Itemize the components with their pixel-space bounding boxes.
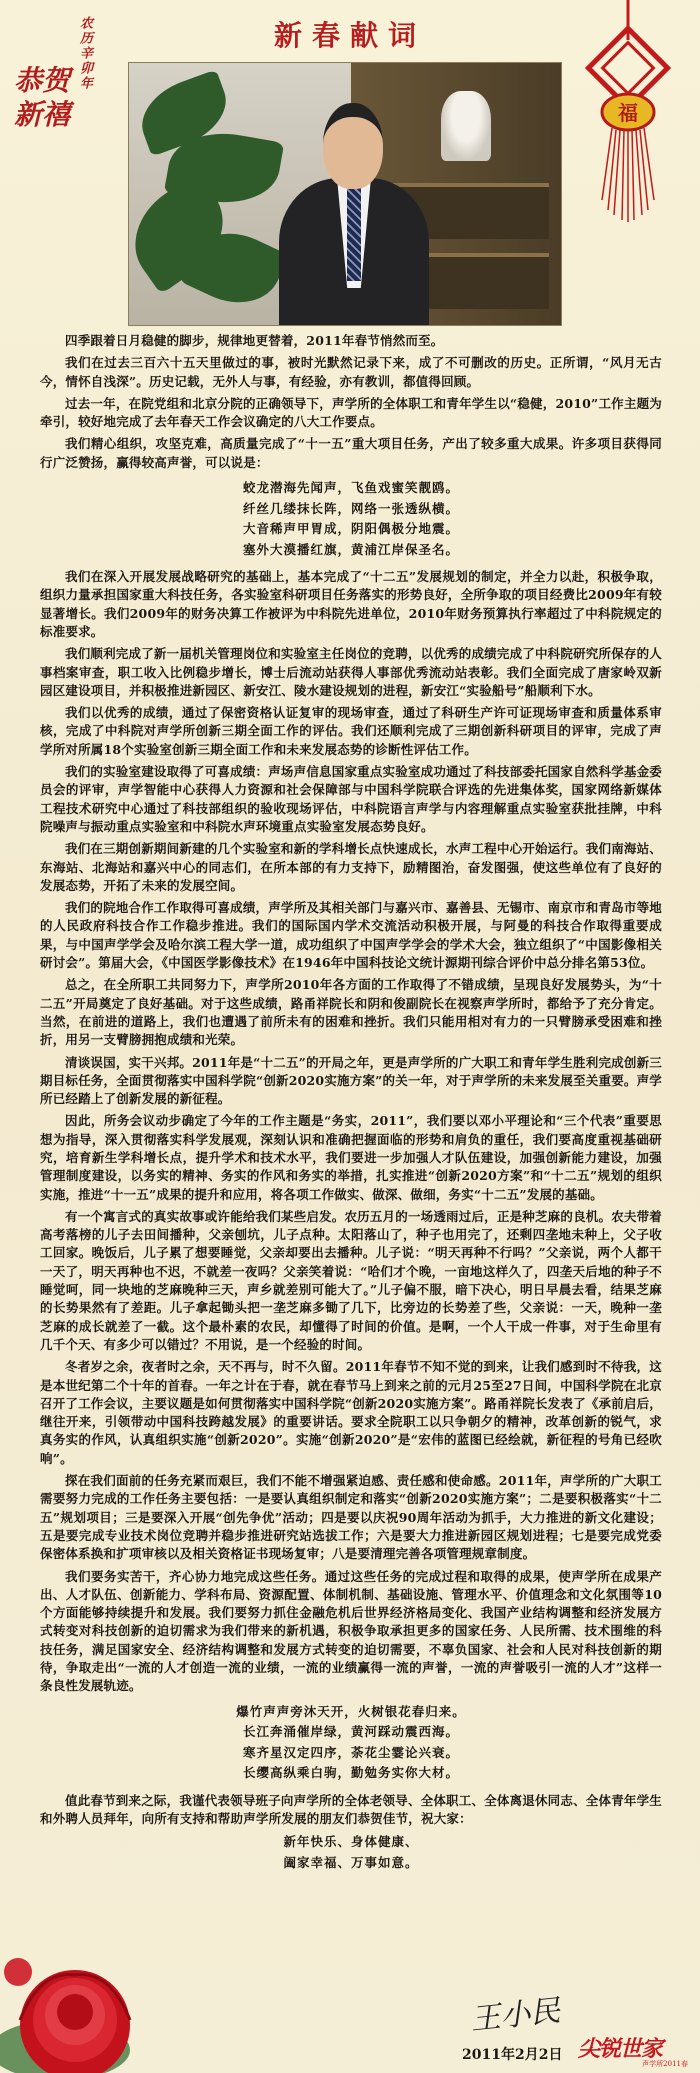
lunar-year-label: 农历辛卯年: [77, 16, 92, 91]
paragraph: 我们在深入开展发展战略研究的基础上，基本完成了“十二五”发展规划的制定，并全力以赴，积极争取，组织力量承担国家重大科技任务，各实验室科研项目任务落实的形势良好，全所争取的项目经费比2009年有较显著增长。我们2009年的财务决算工作被评为中科院先进单位，2010年财务预算执行率超过了中科院规定的标准要求。: [40, 569, 662, 639]
paragraph: 过去一年，在院党组和北京分院的正确领导下，声学所的全体职工和青年学生以“稳健，2010”工作主题为牵引，较好地完成了去年春天工作会议确定的八大工作要点。: [40, 395, 662, 430]
poem-verse: [40, 478, 662, 560]
paragraph: 四季跟着日月稳健的脚步，规律地更替着，2011年春节悄然而至。: [65, 333, 444, 348]
peony-flower-icon: [0, 1860, 200, 2073]
paragraph: 冬者岁之余，夜者时之余，天不再与，时不久留。2011年春节不知不觉的到来，让我们感到时不待我，这是本世纪第二个十年的首春。一年之计在于春，就在春节马上到来之前的元月25至27日间，中国科学院在北京召开了工作会议，主要议题是如何贯彻落实中国科学院“创新2020实施方案”。路甬祥院长发表了《承前启后，继往开来，引领带动中国科技跨越发展》的重要讲话。要求全院职工以只争朝夕的精神，改革创新的锐气，求真务实的作风，认真组织实施“创新2020”。实施“创新2020”是“宏伟的蓝图已经绘就，新征程的号角已经吹响”。: [40, 1359, 662, 1466]
portrait-photo: [128, 62, 562, 326]
knot-character: 福: [618, 101, 638, 125]
person-figure: [279, 103, 429, 326]
greeting-calligraphy: 恭贺新禧: [14, 64, 71, 131]
logo-subtext: 声学所2011春: [642, 2060, 688, 2068]
statue-bust: [441, 91, 491, 161]
paragraph: 我们以优秀的成绩，通过了保密资格认证复审的现场审查，通过了科研生产许可证现场审查和质量体系审核，完成了中科院对声学所创新三期全面工作的评估。我们还顺利完成了三期创新科研项目的评审，完成了声学所对所属18个实验室创新三期全面工作和未来发展态势的诊断性评估工作。: [40, 705, 662, 757]
verse-line: 纤丝几缕抹长阵，网络一张透纵横。: [242, 500, 459, 516]
paragraph: 我们在过去三百六十五天里做过的事，被时光默然记录下来，成了不可删改的历史。正所谓，“风月无古今，情怀自浅深”。历史记载，无外人与事，有经验，亦有教训，都值得回顾。: [40, 355, 662, 389]
letter-date: 2011年2月2日: [462, 2047, 563, 2063]
closing-paragraph: 值此春节到来之际，我谨代表领导班子向声学所的全体老领导、全体职工、全体离退休同志、全体青年学生和外聘人员拜年，向所有支持和帮助声学所发展的朋友们恭贺佳节，祝大家：: [40, 1792, 662, 1826]
page-title: 新春献词: [273, 19, 426, 52]
verse-line: 长缨高纵乘白驹，勤勉务实你大材。: [242, 1765, 459, 1781]
paragraph: 我们在三期创新期间新建的几个实验室和新的学科增长点快速成长，水声工程中心开始运行。我们南海站、东海站、北海站和嘉兴中心的同志们，在所本部的有力支持下，励精图治，奋发图强，使这些单位有了良好的发展态势，开拓了未来的发展空间。: [40, 841, 662, 893]
logo-text: 尖锐世家: [578, 2036, 663, 2062]
paragraph: 清谈误国，实干兴邦。2011年是“十二五”的开局之年，更是声学所的广大职工和青年学生胜利完成创新三期目标任务，全面贯彻落实中国科学院“创新2020实施方案”的关一年，对于声学所的未来发展至关重要。声学所已经踏上了创新发展的新征程。: [40, 1054, 662, 1107]
verse-line: 寒齐星汉定四序，荼花尘霎论兴衰。: [242, 1744, 459, 1760]
paragraph: 我们精心组织，攻坚克难，高质量完成了“十一五”重大项目任务，产出了较多重大成果。许多项目获得同行广泛赞扬，赢得较高声誉，可以说是：: [40, 436, 662, 470]
paragraph: 有一个寓言式的真实故事或许能给我们某些启发。农历五月的一场透雨过后，正是种芝麻的良机。农夫带着高考落榜的儿子去田间播种，父亲刨坑，儿子点种。太阳落山了，种子也用完了，还剩四垄地未种上，父子收工回家。晚饭后，儿子累了想要睡觉，父亲却要出去播种。儿子说：“明天再种不行吗？”父亲说，两个人都干一天了，明天再种也不迟，不就差一夜吗？父亲笑着说：“哈们才个晚，一亩地这样久了，四垄天后地的种子不睡觉呵，同一块地的芝麻晚种三天，声乡就差别可能大了。”儿子偏不服，暗下决心，明日早晨去看，结果芝麻的长势果然有了差距。儿子拿起锄头把一垄芝麻多锄了几下，比旁边的长势差了些，父亲说：一天，晚种一垄芝麻的成长就差了一截。这个最朴素的农民，却懂得了时间的价值。是啊，一个人干成一件事，对于生命里有几千个天、有多少可以错过？不用说，是一个经验的时间。: [40, 1208, 662, 1352]
festival-logo: [578, 2032, 688, 2066]
verse-line: 爆竹声声旁沐天开，火树银花春归来。: [236, 1703, 466, 1719]
wish-line: 阖家幸福、万事如意。: [283, 1854, 419, 1870]
signature: 王小民: [468, 1993, 562, 2038]
paragraph: 总之，在全所职工共同努力下，声学所2010年各方面的工作取得了不错成绩，呈现良好发展势头，为“十二五”开局奠定了良好基础。对于这些成绩，路甬祥院长和阴和俊副院长在视察声学所时，都给予了充分肯定。当然，在前进的道路上，我们也遭遇了前所未有的困难和挫折。我们只能用相对有力的一只臂膀承受困难和挫折，用另一支臂膀拥抱成绩和光荣。: [40, 977, 662, 1048]
wish-line: 新年快乐、身体健康、: [283, 1834, 419, 1850]
paragraph: 我们的院地合作工作取得可喜成绩，声学所及其相关部门与嘉兴市、嘉善县、无锡市、南京市和青岛市等地的人民政府科技合作工作稳步推进。我们的国际国内学术交流活动积极开展，与阿曼的科技合作取得重要成果，与中国声学学会及哈尔滨工程大学一道，成功组织了中国声学学会的学术大会，独立组织了“中国影像相关研讨会”。第届大会，《中国医学影像技术》在1946年中国科技论文统计源期刊综合评价中总分排名第53位。: [40, 900, 662, 971]
paragraph: 我们顺利完成了新一届机关管理岗位和实验室主任岗位的竞聘，以优秀的成绩完成了中科院研究所保存的人事档案审查，职工收入比例稳步增长，博士后流动站获得人事部优秀流动站表彰。我们全面完成了唐家岭双新园区建设项目，并积极推进新园区、新安江、陵水建设规划的进程，新安江“实验船号”船顺利下水。: [40, 646, 662, 698]
verse-line: 蛟龙潜海先闻声，飞鱼戏蜜笑靓鸥。: [242, 480, 459, 496]
poem-verse: [40, 1702, 662, 1784]
paragraph: 因此，所务会议动步确定了今年的工作主题是“务实，2011”，我们要以邓小平理论和“三个代表”重要思想为指导，深入贯彻落实科学发展观，深刻认识和准确把握面临的形势和肩负的重任，我们要高度重视基础研究，培育新生学科增长点，提升学术和技术水平，我们要进一步加强人才队伍建设，加强创新能力建设，加强管理制度建设，以务实的精神、务实的作风和务实的举措，扎实推进“创新2020方案”和“十二五”规划的组织实施，推进“十一五”成果的提升和应用，将各项工作做实、做深、做细，务实“十二五”发展的基础。: [40, 1113, 662, 1202]
paragraph: 我们要务实苦干，齐心协力地完成这些任务。通过这些任务的完成过程和取得的成果，使声学所在成果产出、人才队伍、创新能力、学科布局、资源配置、体制机制、基础设施、管理水平、价值理念和文化氛围等10个方面能够持续提升和发展。我们要努力抓住金融危机后世界经济格局变化、我国产业结构调整和经济发展方式转变对科技创新的迫切需求为我们带来的新机遇，积极争取承担更多的国家任务、人民所需、技术围维的科技任务，满足国家安全、经济结构调整和发展方式转变的迫切需要，不辜负国家、社会和人民对科技创新的期待，争取走出“一流的人才创造一流的业绩，一流的业绩赢得一流的声誉，一流的声誉吸引一流的人才”这样一条良性发展轨迹。: [40, 1568, 662, 1694]
paragraph: 我们的实验室建设取得了可喜成绩：声场声信息国家重点实验室成功通过了科技部委托国家自然科学基金委员会的评审，声学智能中心获得人力资源和社会保障部与中国科学院联合评选的先进集体奖，国家网络新媒体工程技术研究中心通过了科技部组织的验收现场评估，中科院语言声学与内容理解重点实验室获批挂牌，中科院噪声与振动重点实验室和中科院水声环境重点实验室发展态势良好。: [40, 764, 662, 834]
verse-line: 大音稀声甲胃成，阴阳偶极分地震。: [242, 521, 459, 537]
paragraph: 探在我们面前的任务充紧而艰巨，我们不能不增强紧迫感、责任感和使命感。2011年，声学所的广大职工需要努力完成的工作任务主要包括：一是要认真组织制定和落实“创新2020实施方案”；二是要积极落实“十二五”规划项目；三是要深入开展“创先争优”活动；四是要以庆祝90周年活动为抓手，大力推进的新文化建设；五是要完成专业技术岗位竞聘并稳步推进研究站选拔工作；六是要大力推进新园区规划进程；七是要完成党委保密体系换和扩项审核以及相关资格证书现场复审；八是要清理完善各项管理规章制度。: [40, 1473, 662, 1562]
letter-body: [40, 332, 662, 1881]
verse-line: 塞外大漠播红旗，黄浦江岸保圣名。: [242, 541, 459, 557]
verse-line: 长江奔涌催岸绿，黄河踩动震西海。: [242, 1724, 459, 1740]
